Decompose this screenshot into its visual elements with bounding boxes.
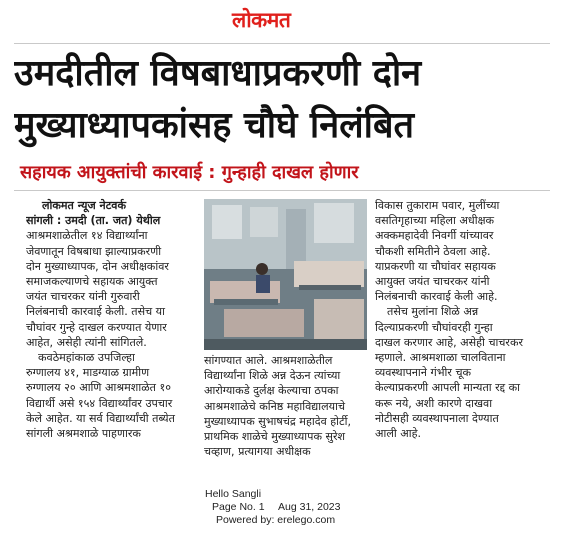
article-text-line: सांगली : उमदी (ता. जत) येथील	[26, 214, 161, 228]
footer-powered-by: Powered by: erelego.com	[216, 514, 336, 526]
article-text-line: केल्याप्रकरणी आपली मान्यता रद्द का	[375, 381, 521, 395]
article-column-1	[26, 198, 196, 474]
article-text-line: दाखल करणार आहे, असेही चाचरकर	[375, 335, 524, 349]
article-text-line: जेवणातून विषबाधा झाल्याप्रकरणी	[26, 244, 162, 258]
article-text-line: आहेत, असेही त्यांनी सांगितले.	[26, 335, 147, 349]
headline-line-1: उमदीतील विषबाधाप्रकरणी दोन	[14, 53, 422, 94]
article-text-line: प्राथमिक शाळेचे मुख्याध्यापक सुरेश	[204, 430, 346, 444]
footer-edition: Hello Sangli	[205, 488, 262, 500]
article-text-line: केले आहेत. या सर्व विद्यार्थ्यांची तब्येत	[26, 411, 175, 425]
footer-date: Aug 31, 2023	[278, 501, 341, 513]
article-text-line: म्हणाले. आश्रमशाळा चालविताना	[375, 351, 506, 365]
article-text-line: कवठेमहांकाळ उपजिल्हा	[38, 351, 135, 365]
article-text-line: विद्यार्थ्यांना शिळे अन्न देऊन त्यांच्या	[204, 369, 341, 383]
article-text-line: चौकशी समितीने ठेवला आहे.	[375, 244, 491, 258]
article-text-line: आयुक्त जयंत चाचरकर यांनी	[375, 275, 490, 289]
subheadline-divider	[14, 190, 550, 191]
article-text-line: रुग्णालय २० आणि आश्रमशाळेत १०	[26, 381, 172, 395]
masthead-divider	[14, 43, 550, 44]
article-text-line: सांगली अश्रमशाळे पाहणारक	[26, 427, 141, 441]
headline-line-2: मुख्याध्यापकांसह चौघे निलंबित	[14, 105, 415, 146]
article-text-line: सांगण्यात आले. आश्रमशाळेतील	[204, 354, 333, 367]
article-text-line: आश्रमशाळेचे कनिष्ठ महाविद्यालयाचे	[204, 399, 346, 413]
article-text-line: दोन मुख्याध्यापक, दोन अधीक्षकांवर	[26, 259, 169, 273]
article-text-line: चौघांवर गुन्हे दाखल करण्यात येणार	[26, 320, 167, 334]
article-column-2	[204, 353, 368, 475]
article-text-line: जयंत चाचरकर यांनी गुरुवारी	[26, 290, 140, 304]
article-text-line: आली आहे.	[375, 427, 422, 441]
article-text-line: तसेच मुलांना शिळे अन्न	[387, 305, 479, 319]
hospital-ward-image	[204, 199, 367, 350]
article-text-line: आश्रमशाळेतील १४ विद्यार्थ्यांना	[26, 229, 148, 243]
article-text-line: चव्हाण, प्रत्यागया अधीक्षक	[204, 445, 311, 459]
article-text-line: विद्यार्थी असे १५४ विद्यार्थ्यांवर उपचार	[26, 396, 173, 410]
footer-page-number: Page No. 1	[212, 501, 265, 513]
hospital-ward-photo	[204, 199, 367, 350]
article-text-line: समाजकल्याणचे सहायक आयुक्त	[26, 275, 158, 289]
byline: लोकमत न्यूज नेटवर्क	[42, 199, 126, 212]
subheadline: सहायक आयुक्तांची कारवाई : गुन्हाही दाखल होणार	[20, 162, 359, 183]
article-text-line: याप्रकरणी या चौघांवर सहायक	[375, 259, 496, 273]
article-text-line: विकास तुकाराम पवार, मुलींच्या	[375, 199, 500, 212]
lokmat-logo: लोकमत	[232, 8, 291, 32]
article-text-line: व्यवस्थापनाने गंभीर चूक	[375, 366, 472, 380]
article-text-line: दिल्याप्रकरणी चौघांवरही गुन्हा	[375, 320, 493, 334]
article-text-line: आरोग्याकडे दुर्लक्ष केल्याचा ठपका	[204, 384, 339, 398]
article-text-line: मुख्याध्यापक सुभाषचंद्र महादेव होर्टी,	[204, 414, 352, 428]
masthead	[0, 0, 562, 48]
article-text-line: रुग्णालय ४१, माडग्याळ ग्रामीण	[26, 366, 150, 380]
article-text-line: निलंबनाची कारवाई केली. तसेच या	[26, 305, 165, 319]
article-column-3	[375, 198, 551, 474]
article-text-line: करू नये, अशी कारणे दाखवा	[375, 396, 493, 410]
article-text-line: वसतिगृहाच्या महिला अधीक्षक	[375, 214, 495, 228]
article-text-line: निलंबनाची कारवाई केली आहे.	[375, 290, 498, 304]
article-text-line: नोटीसही व्यवस्थापनाला देण्यात	[375, 411, 499, 425]
article-text-line: अक्कमहादेवी निवर्गी यांच्यावर	[375, 229, 494, 243]
